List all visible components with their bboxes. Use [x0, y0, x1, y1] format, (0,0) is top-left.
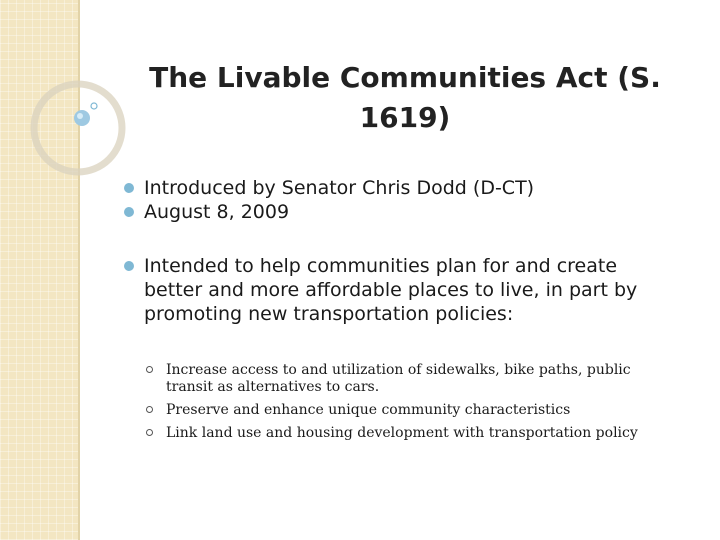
sub-bullet-ring-icon [146, 429, 153, 436]
bullet-item [124, 176, 664, 200]
bullet-dot-icon [124, 207, 134, 217]
bullet-text: August 8, 2009 [144, 201, 290, 223]
sub-bullet-text: Preserve and enhance unique community characteristics [166, 402, 571, 418]
bullet-item [124, 200, 664, 224]
sub-bullet-ring-icon [146, 366, 153, 373]
bullet-list [124, 176, 664, 326]
sub-bullet-item [146, 425, 666, 442]
sub-bullet-text: Link land use and housing development with transportation policy [166, 425, 638, 441]
sub-bullet-list [146, 362, 666, 448]
bullet-item [124, 254, 664, 326]
bullet-dot-icon [124, 183, 134, 193]
bullet-text: Intended to help communities plan for and create better and more affordable places to live, in part by promoting new transportation policies: [144, 255, 638, 325]
sub-bullet-ring-icon [146, 406, 153, 413]
bullet-dot-icon [124, 261, 134, 271]
sub-bullet-item [146, 362, 666, 396]
sub-bullet-item [146, 402, 666, 419]
sub-bullet-text: Increase access to and utilization of sidewalks, bike paths, public transit as alternatives to cars. [166, 362, 631, 395]
bullet-text: Introduced by Senator Chris Dodd (D-CT) [144, 177, 535, 199]
slide-title: The Livable Communities Act (S. 1619) [149, 61, 661, 134]
